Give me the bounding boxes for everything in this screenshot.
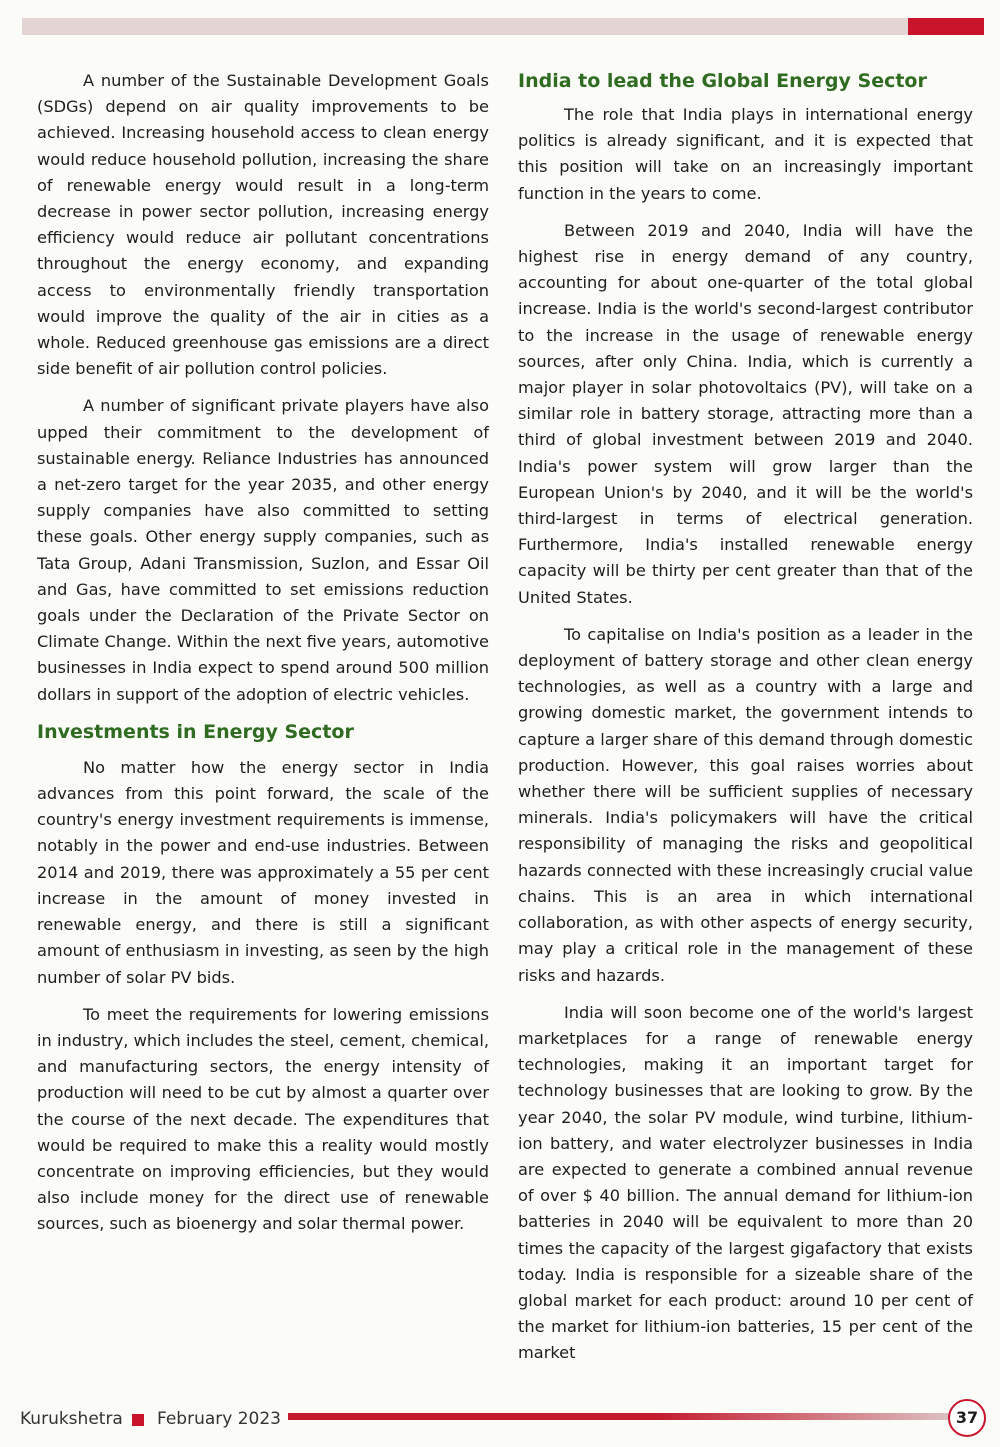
right-paragraph-4: India will soon become one of the world's largest marketplaces for a range of renewable energy technologies, making it an important target for technology businesses that are looking to grow. By the year 2040, the solar PV module, wind turbine, lithium-ion battery, and water electrolyzer businesses in India are expected to generate a combined annual revenue of over $ 40 billion. The annual demand for lithium-ion batteries in 2040 will be equivalent to more than 20 times the capacity of the largest gigafactory that exists today. India is responsible for a sizeable share of the global market for each product: around 10 per cent of the market for lithium-ion batteries, 15 per cent of the market (518, 1002, 973, 1363)
footer-issue-date: February 2023 (157, 1409, 281, 1429)
footer-square-icon (132, 1414, 144, 1426)
page-number-badge: 37 (948, 1399, 986, 1437)
left-paragraph-3: No matter how the energy sector in India advances from this point forward, the scale of the country's energy investment requirements is immense, notably in the power and end-use industries. Between 2014 and 2019, there was approximately a 55 per cent increase in the amount of money invested in renewable energy, and there is still a significant amount of enthusiasm in investing, as seen by the high number of solar PV bids. (37, 757, 489, 987)
section-heading-investments: Investments in Energy Sector (37, 720, 354, 743)
right-paragraph-3: To capitalise on India's position as a leader in the deployment of battery storage and other clean energy technologies, as well as a country with a large and growing domestic market, the government intends to capture a larger share of this demand through domestic production. However, this goal raises worries about whether there will be sufficient supplies of necessary minerals. India's policymakers will have the critical responsibility of managing the risks and geopolitical hazards connected with these increasingly crucial value chains. This is an area in which international collaboration, as with other aspects of energy security, may play a critical role in the management of these risks and hazards. (518, 624, 973, 985)
right-column (518, 68, 973, 1378)
header-accent-block (908, 18, 984, 35)
footer-magazine-name: Kurukshetra (20, 1409, 123, 1429)
page-footer (20, 1405, 990, 1435)
section-heading-global-energy: India to lead the Global Energy Sector (518, 70, 927, 92)
header-band (22, 18, 908, 35)
left-column (37, 68, 489, 1249)
right-paragraph-2: Between 2019 and 2040, India will have the highest rise in energy demand of any country, accounting for about one-quarter of the total global increase. India is the world's second-largest contributor to the increase in the usage of renewable energy sources, after only China. India, which is currently a major player in solar photovoltaics (PV), will take on a similar role in battery storage, attracting more than a third of global investment between 2019 and 2040. India's power system will grow larger than the European Union's by 2040, and it will be the world's third-largest in terms of electrical generation. Furthermore, India's installed renewable energy capacity will be thirty per cent greater than that of the United States. (518, 220, 973, 607)
left-paragraph-2: A number of significant private players have also upped their commitment to the development of sustainable energy. Reliance Industries has announced a net-zero target for the year 2035, and other energy supply companies have also committed to setting these goals. Other energy supply companies, such as Tata Group, Adani Transmission, Suzlon, and Essar Oil and Gas, have committed to set emissions reduction goals under the Declaration of the Private Sector on Climate Change. Within the next five years, automotive businesses in India expect to spend around 500 million dollars in support of the adoption of electric vehicles. (37, 396, 489, 704)
left-paragraph-1: A number of the Sustainable Development Goals (SDGs) depend on air quality improvements to be achieved. Increasing household access to clean energy would reduce household pollution, increasing the share of renewable energy would result in a long-term decrease in power sector pollution, increasing energy efficiency would reduce air pollutant concentrations throughout the energy economy, and expanding access to environmentally friendly transportation would improve the quality of the air in cities as a whole. Reduced greenhouse gas emissions are a direct side benefit of air pollution control policies. (37, 71, 489, 379)
footer-rule (288, 1413, 956, 1420)
right-paragraph-1: The role that India plays in international energy politics is already significant, and it is expected that this position will take on an increasingly important function in the years to come. (518, 105, 973, 203)
left-paragraph-4: To meet the requirements for lowering emissions in industry, which includes the steel, cement, chemical, and manufacturing sectors, the energy intensity of production will need to be cut by almost a quarter over the course of the next decade. The expenditures that would be required to make this a reality would mostly concentrate on improving efficiencies, but they would also include money for the direct use of renewable sources, such as bioenergy and solar thermal power. (37, 1004, 489, 1234)
